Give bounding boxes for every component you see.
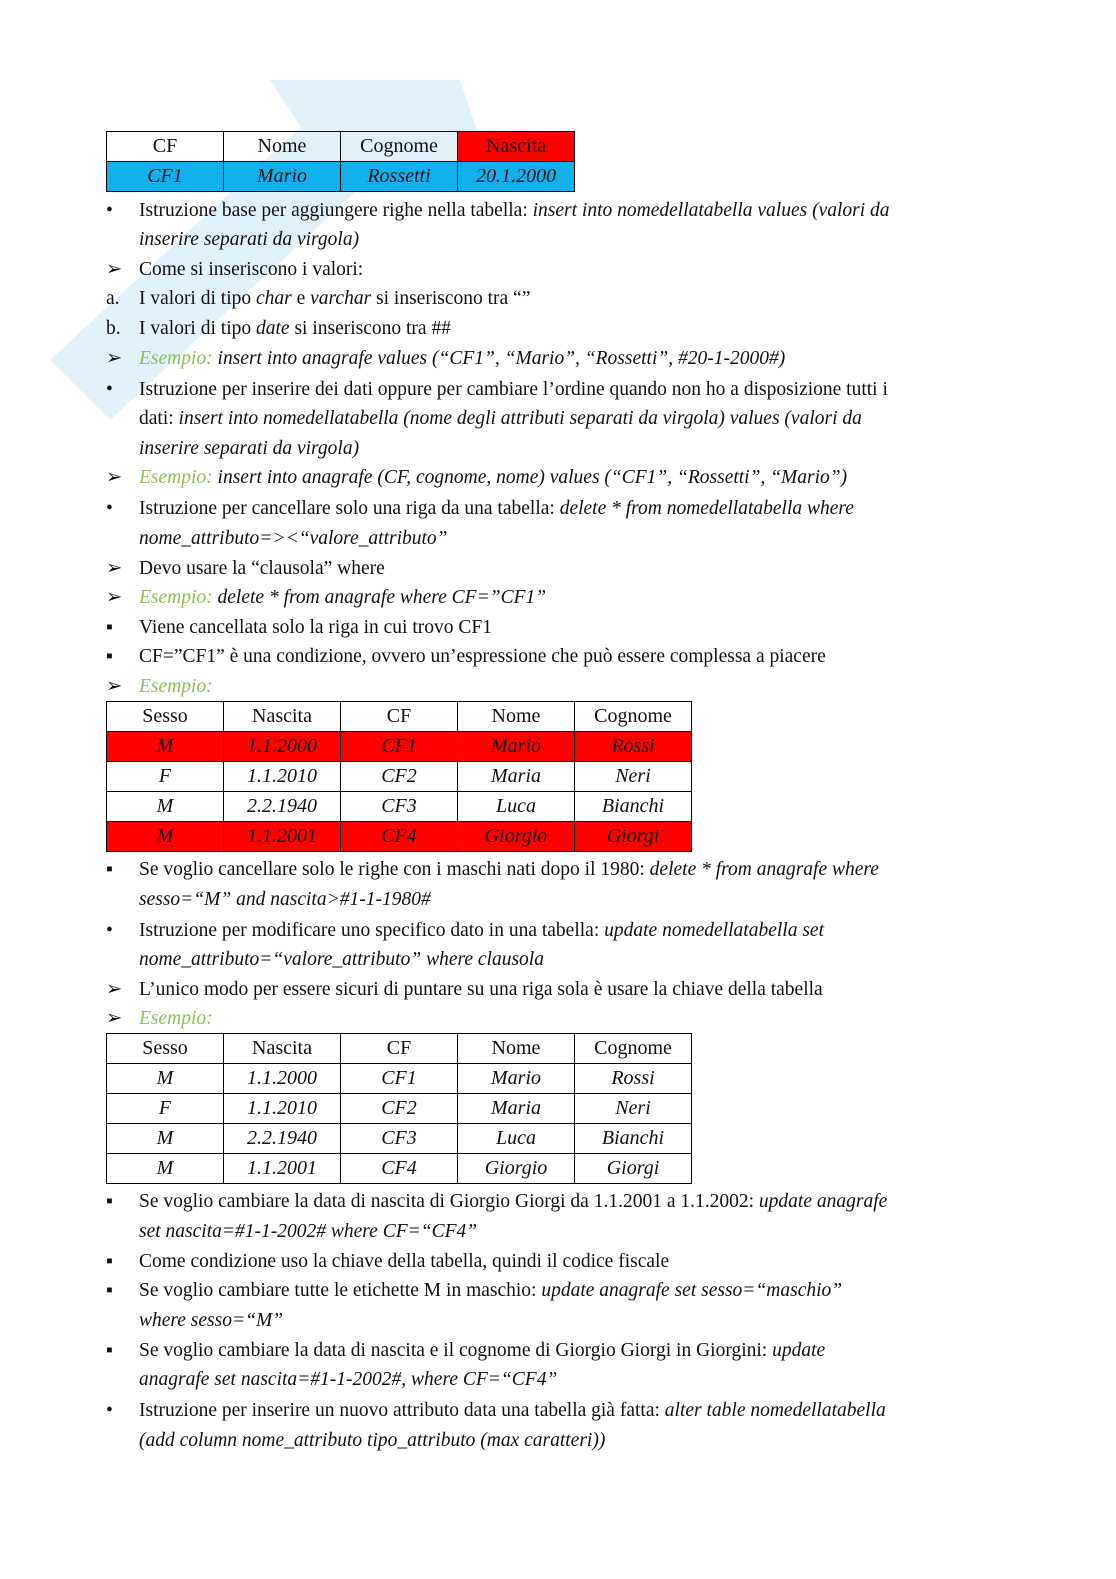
table-header-cell: Cognome <box>341 132 458 162</box>
code-text: insert into nomedellatabella values (valori da <box>532 200 890 221</box>
table-row <box>107 1064 692 1094</box>
table-row <box>107 162 575 192</box>
table-header-row <box>107 702 692 732</box>
table-header-cell: Nascita <box>458 132 575 162</box>
text: Come si inseriscono i valori: <box>139 259 364 280</box>
table-cell: Mario <box>458 1064 575 1094</box>
table-header-cell: CF <box>341 702 458 732</box>
text: Come condizione uso la chiave della tabella, quindi il codice fiscale <box>139 1251 670 1272</box>
table-cell: Neri <box>575 1094 692 1124</box>
bullet-dot: • <box>106 498 113 519</box>
table-cell: Luca <box>458 792 575 822</box>
example-label: Esempio: <box>139 348 213 369</box>
table-header-cell: Cognome <box>575 1034 692 1064</box>
example-label: Esempio: <box>139 587 213 608</box>
arrow-bullet-icon: ➢ <box>106 587 123 608</box>
table-header-row <box>107 132 575 162</box>
table-cell: Bianchi <box>575 1124 692 1154</box>
table-cell: Giorgi <box>575 1154 692 1184</box>
code-text: insert into anagrafe (CF, cognome, nome) values (“CF1”, “Rossetti”, “Mario”) <box>212 467 848 488</box>
table-cell: CF3 <box>341 792 458 822</box>
table-row <box>107 1124 692 1154</box>
table-header-cell: Cognome <box>575 702 692 732</box>
table-header-cell: Sesso <box>107 702 224 732</box>
square-bullet-icon: ▪ <box>106 1251 113 1272</box>
table-cell: Bianchi <box>575 792 692 822</box>
code-text: delete * from anagrafe where CF=”CF1” <box>212 587 547 608</box>
table-cell: CF1 <box>341 732 458 762</box>
text: Devo usare la “clausola” where <box>139 558 385 579</box>
arrow-bullet-icon: ➢ <box>106 348 123 369</box>
table-cell: Giorgi <box>575 822 692 852</box>
square-bullet-icon: ▪ <box>106 1191 113 1212</box>
table-cell: Maria <box>458 762 575 792</box>
square-bullet-icon: ▪ <box>106 646 113 667</box>
table-row-highlighted <box>107 822 692 852</box>
table-cell: M <box>107 1064 224 1094</box>
bullet-dot: • <box>106 1400 113 1421</box>
table-row-highlighted <box>107 732 692 762</box>
table-header-cell: Nome <box>458 702 575 732</box>
code-text: insert into anagrafe values (“CF1”, “Mario”, “Rossetti”, #20-1-2000#) <box>212 348 786 369</box>
table-cell: Rossi <box>575 1064 692 1094</box>
table-row <box>107 762 692 792</box>
table-cell: 2.2.1940 <box>224 792 341 822</box>
table-cell: 1.1.2001 <box>224 822 341 852</box>
table-cell: Mario <box>458 732 575 762</box>
table-cell: CF1 <box>341 1064 458 1094</box>
bullet-dot: • <box>106 200 113 221</box>
table-row <box>107 1154 692 1184</box>
text: Istruzione base per aggiungere righe nella tabella: <box>139 200 533 221</box>
table-cell: Luca <box>458 1124 575 1154</box>
table-cell: 1.1.2001 <box>224 1154 341 1184</box>
arrow-bullet-icon: ➢ <box>106 676 123 697</box>
table-cell: Maria <box>458 1094 575 1124</box>
text: Viene cancellata solo la riga in cui trovo CF1 <box>139 617 492 638</box>
table-header-cell: Sesso <box>107 1034 224 1064</box>
example-label: Esempio: <box>139 676 213 697</box>
square-bullet-icon: ▪ <box>106 859 113 880</box>
square-bullet-icon: ▪ <box>106 1280 113 1301</box>
table-row <box>107 1094 692 1124</box>
table-cell: Neri <box>575 762 692 792</box>
arrow-bullet-icon: ➢ <box>106 979 123 1000</box>
table-cell: M <box>107 792 224 822</box>
table-delete-example <box>106 701 692 852</box>
table-cell: M <box>107 1124 224 1154</box>
table-cell: M <box>107 732 224 762</box>
table-cell: Rossi <box>575 732 692 762</box>
arrow-bullet-icon: ➢ <box>106 259 123 280</box>
table-cell: 1.1.2010 <box>224 762 341 792</box>
table-header-cell: Nome <box>224 132 341 162</box>
table-row <box>107 792 692 822</box>
table-update-example <box>106 1033 692 1184</box>
square-bullet-icon: ▪ <box>106 617 113 638</box>
table-cell: CF3 <box>341 1124 458 1154</box>
table-cell: Giorgio <box>458 1154 575 1184</box>
table-cell: CF1 <box>107 162 224 192</box>
table-cell: Rossetti <box>341 162 458 192</box>
table-cell: CF4 <box>341 1154 458 1184</box>
table-cell: F <box>107 762 224 792</box>
bullet-dot: • <box>106 920 113 941</box>
example-label: Esempio: <box>139 467 213 488</box>
example-label: Esempio: <box>139 1008 213 1029</box>
list-marker: b. <box>106 318 121 339</box>
table-anagrafe-example <box>106 131 575 192</box>
code-text: inserire separati da virgola) <box>139 229 360 250</box>
text: Istruzione per inserire dei dati oppure per cambiare l’ordine quando non ho a disposizione tutti i <box>139 379 888 400</box>
table-header-cell: Nascita <box>224 1034 341 1064</box>
table-header-cell: CF <box>107 132 224 162</box>
table-cell: 1.1.2000 <box>224 1064 341 1094</box>
table-cell: F <box>107 1094 224 1124</box>
table-cell: M <box>107 1154 224 1184</box>
table-header-cell: Nome <box>458 1034 575 1064</box>
arrow-bullet-icon: ➢ <box>106 1008 123 1029</box>
table-cell: M <box>107 822 224 852</box>
arrow-bullet-icon: ➢ <box>106 558 123 579</box>
table-cell: 20.1.2000 <box>458 162 575 192</box>
table-header-cell: Nascita <box>224 702 341 732</box>
text: CF=”CF1” è una condizione, ovvero un’espressione che può essere complessa a piacere <box>139 646 826 667</box>
table-header-cell: CF <box>341 1034 458 1064</box>
bullet-dot: • <box>106 379 113 400</box>
table-cell: CF2 <box>341 762 458 792</box>
table-cell: Mario <box>224 162 341 192</box>
table-cell: 1.1.2000 <box>224 732 341 762</box>
table-header-row <box>107 1034 692 1064</box>
table-cell: Giorgio <box>458 822 575 852</box>
square-bullet-icon: ▪ <box>106 1340 113 1361</box>
text: L’unico modo per essere sicuri di puntare su una riga sola è usare la chiave della tabella <box>139 979 823 1000</box>
list-marker: a. <box>106 288 120 309</box>
arrow-bullet-icon: ➢ <box>106 467 123 488</box>
table-cell: CF2 <box>341 1094 458 1124</box>
table-cell: 1.1.2010 <box>224 1094 341 1124</box>
table-cell: 2.2.1940 <box>224 1124 341 1154</box>
table-cell: CF4 <box>341 822 458 852</box>
